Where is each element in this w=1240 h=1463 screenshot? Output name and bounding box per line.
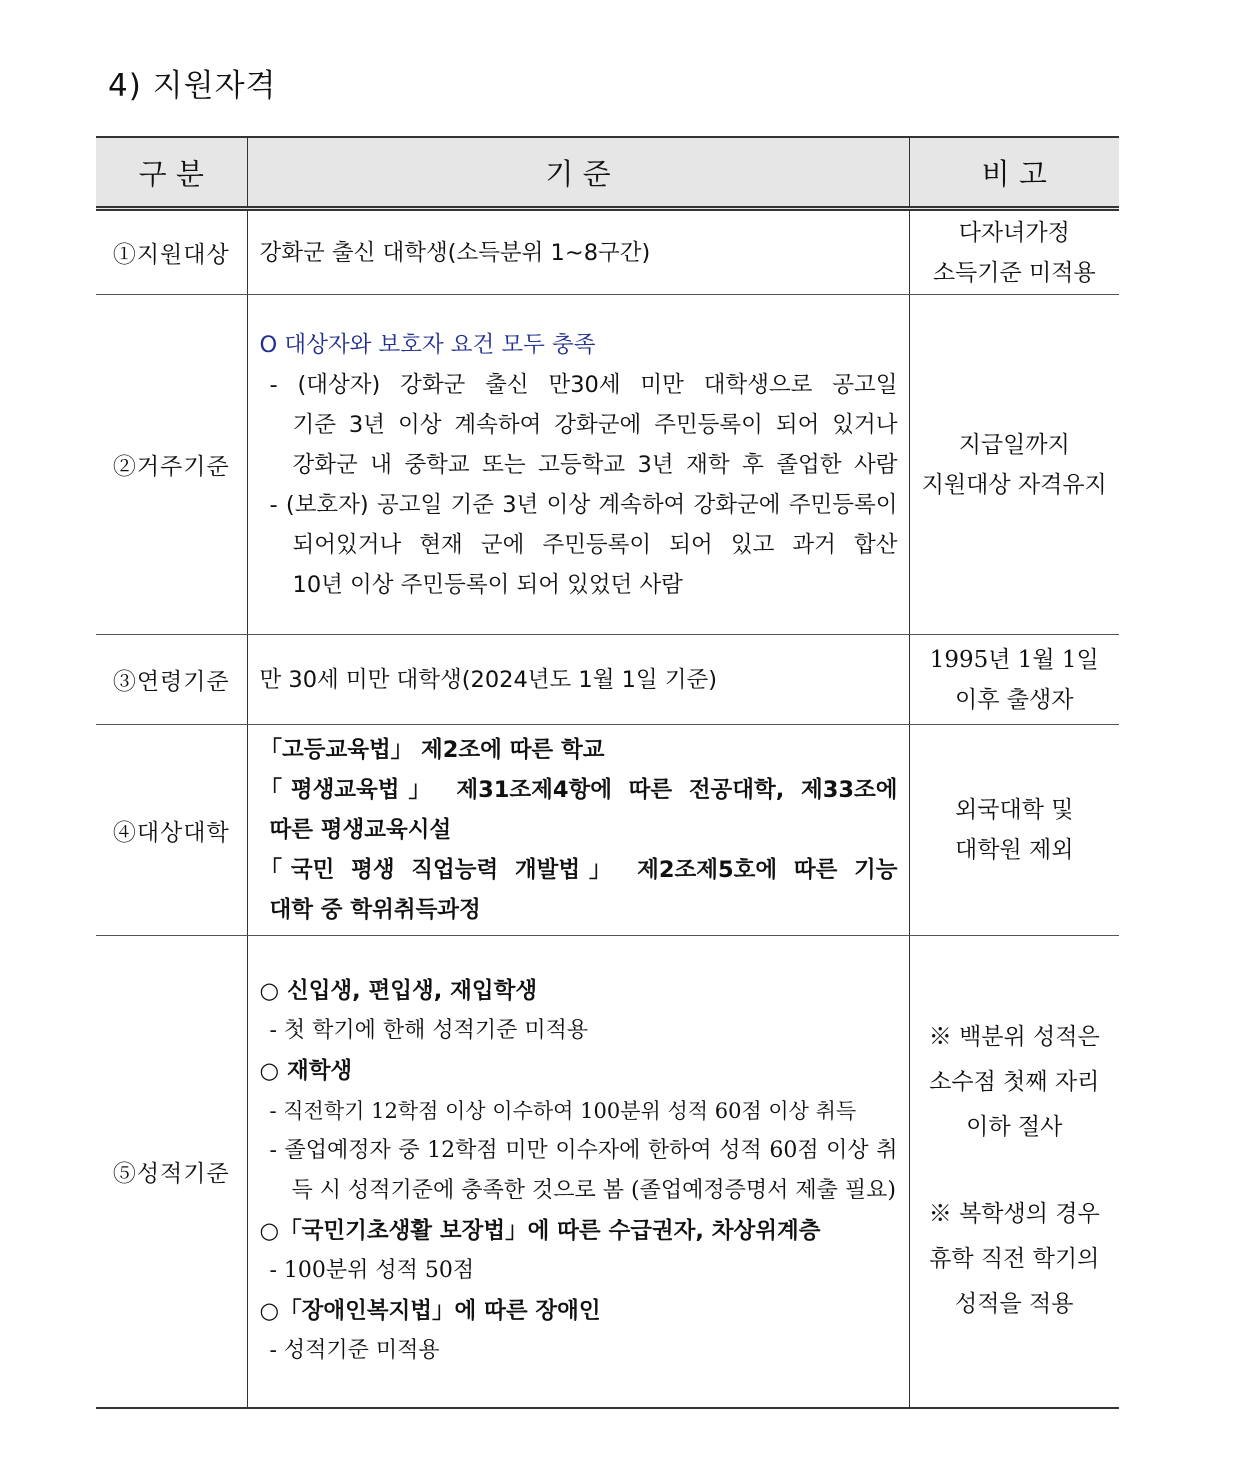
header-category: 구 분 [96,137,247,209]
table-row [96,295,1119,635]
row-category: ④대상대학 [96,725,247,936]
table-row [96,635,1119,725]
section-title: 4) 지원자격 [108,68,277,104]
header-criteria: 기 준 [247,137,909,209]
row-category: ⑤성적기준 [96,936,247,1408]
row-note: ※ 백분위 성적은 소수점 첫째 자리 이하 절사 ※ 복학생의 경우 휴학 직전 학기의 성적을 적용 [909,936,1119,1408]
row-note: 다자녀가정 소득기준 미적용 [909,209,1119,295]
table-row [96,725,1119,936]
row-criteria: 「고등교육법」 제2조에 따른 학교 「평생교육법」 제31조제4항에 따른 전공대학, 제33조에 따른 평생교육시설 「국민 평생 직업능력 개발법」 제2조제5호에 따른 기능 대학 중 학위취득과정 [247,725,909,936]
table-header-row [96,137,1119,209]
row-note: 1995년 1월 1일 이후 출생자 [909,635,1119,725]
row-note: 지급일까지 지원대상 자격유지 [909,295,1119,635]
row-criteria: 만 30세 미만 대학생(2024년도 1월 1일 기준) [247,635,909,725]
row-criteria: ○ 신입생, 편입생, 재입학생 - 첫 학기에 한해 성적기준 미적용 ○ 재학생 - 직전학기 12학점 이상 이수하여 100분위 성적 60점 이상 취득 - 졸업예정자 중 12학점 미만 이수자에 한하여 성적 60점 이상 취득 시 성적기준에 충족한 것으로 봄 (졸업예정증명서 제출 필요) ○「국민기초생활 보장법」에 따른 수급권자, 차상위계층 - 100분위 성적 50점 ○「장애인복지법」에 따른 장애인 - 성적기준 미적용 [247,936,909,1408]
table-row [96,209,1119,295]
header-note: 비 고 [909,137,1119,209]
row-category: ②거주기준 [96,295,247,635]
eligibility-table [96,136,1119,1409]
row-criteria: O 대상자와 보호자 요건 모두 충족 - (대상자) 강화군 출신 만30세 미만 대학생으로 공고일 기준 3년 이상 계속하여 강화군에 주민등록이 되어 있거나 강화군 내 중학교 또는 고등학교 3년 재학 후 졸업한 사람 - (보호자) 공고일 기준 3년 이상 계속하여 강화군에 주민등록이 되어있거나 현재 군에 주민등록이 되어 있고 과거 합산 10년 이상 주민등록이 되어 있었던 사람 [247,295,909,635]
row-category: ③연령기준 [96,635,247,725]
row-note: 외국대학 및 대학원 제외 [909,725,1119,936]
row-criteria: 강화군 출신 대학생(소득분위 1~8구간) [247,209,909,295]
table-row [96,936,1119,1408]
row-category: ①지원대상 [96,209,247,295]
